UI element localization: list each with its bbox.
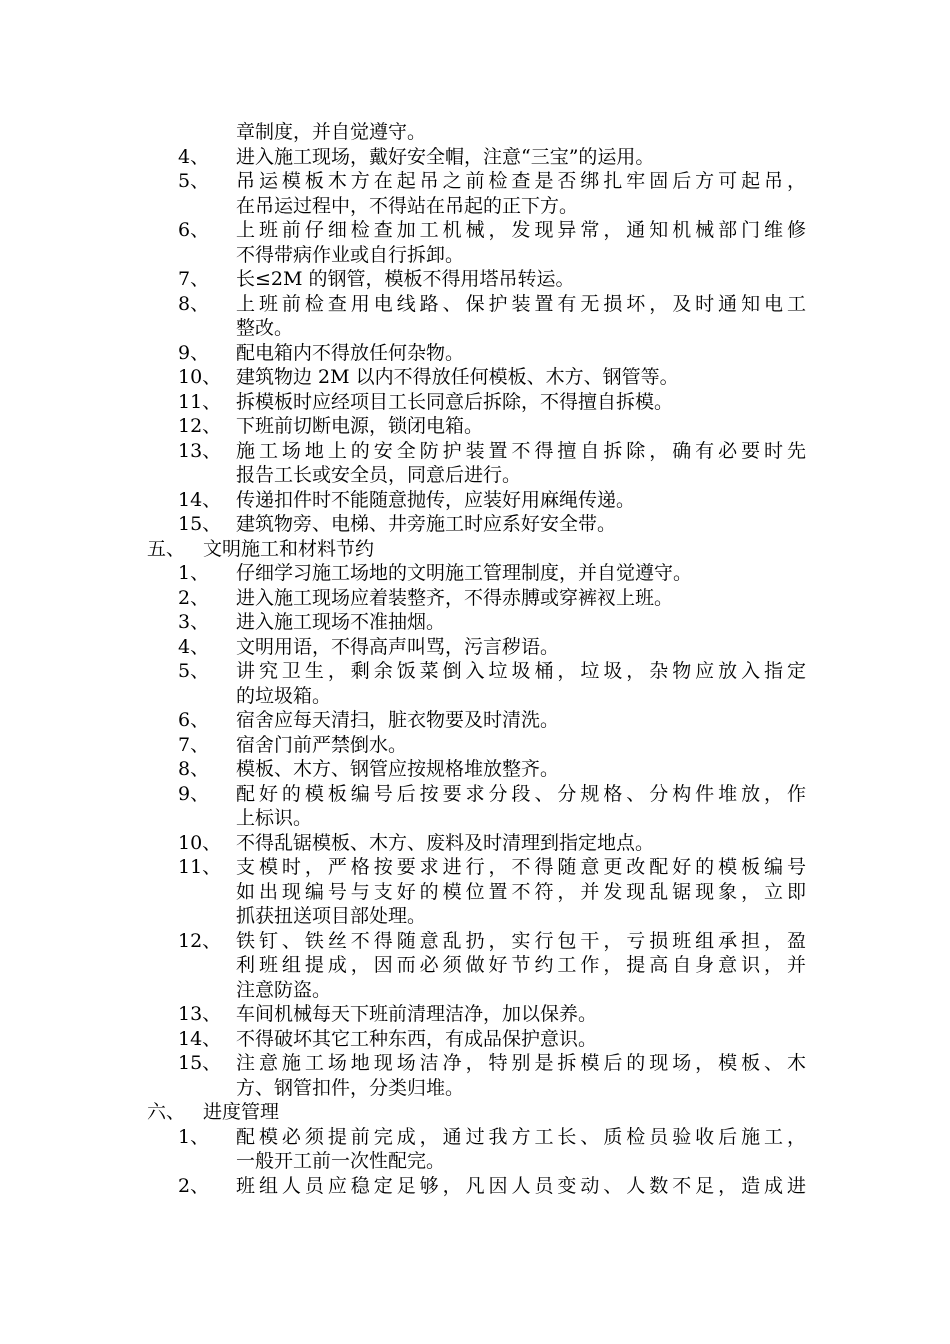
list-item-text: 吊运模板木方在起吊之前检查是否绑扎牢固后方可起吊，: [236, 170, 806, 192]
list-item-line: [0, 757, 950, 782]
list-item-line: [0, 561, 950, 586]
list-item-number: 8、: [178, 758, 210, 780]
section-number: 六、: [147, 1101, 186, 1123]
list-item-number: 15、: [178, 1052, 222, 1074]
list-item-line: [0, 145, 950, 170]
list-item-text: 一般开工前一次性配完。: [236, 1150, 446, 1172]
list-item-number: 7、: [178, 733, 210, 756]
list-item-line: [0, 512, 950, 537]
list-item-text: 模板、木方、钢管应按规格堆放整齐。: [236, 758, 560, 780]
list-item-line: [0, 708, 950, 733]
list-item-number: 9、: [178, 782, 210, 805]
list-item-line: [0, 488, 950, 513]
list-item-text: 配好的模板编号后按要求分段、分规格、分构件堆放，作: [236, 782, 806, 805]
list-item-text: 宿舍门前严禁倒水。: [236, 733, 408, 756]
list-item-text: 支模时，严格按要求进行，不得随意更改配好的模板编号: [236, 856, 806, 878]
list-item-number: 2、: [178, 1174, 210, 1197]
list-item-text: 进入施工现场不准抽烟。: [236, 611, 446, 633]
list-item-text: 长≤2M 的钢管，模板不得用塔吊转运。: [236, 268, 575, 290]
list-item-number: 8、: [178, 292, 210, 315]
list-item-text: 上班前检查用电线路、保护装置有无损坏，及时通知电工: [236, 292, 806, 315]
list-item-text: 拆模板时应经项目工长同意后拆除，不得擅自拆模。: [236, 390, 674, 413]
list-item-line: [0, 439, 950, 464]
list-item-line: [0, 1002, 950, 1027]
list-item-line: [0, 586, 950, 611]
list-item-line: [0, 880, 950, 905]
list-item-number: 13、: [178, 439, 222, 462]
section-heading: [0, 537, 950, 562]
list-item-number: 14、: [178, 1027, 222, 1050]
list-item-line: [0, 1051, 950, 1076]
list-item-line: [0, 953, 950, 978]
list-item-line: [0, 929, 950, 954]
list-item-number: 11、: [178, 390, 222, 413]
list-item-text: 的垃圾箱。: [236, 684, 332, 707]
list-item-line: [0, 684, 950, 709]
list-item-line: [0, 292, 950, 317]
list-item-text: 讲究卫生，剩余饭菜倒入垃圾桶，垃圾，杂物应放入指定: [236, 660, 806, 682]
list-item-text: 报告工长或安全员，同意后进行。: [236, 464, 522, 486]
list-item-text: 不得乱锯模板、木方、废料及时清理到指定地点。: [236, 831, 655, 854]
list-item-number: 2、: [178, 586, 210, 609]
list-item-number: 12、: [178, 929, 222, 952]
list-item-text: 施工场地上的安全防护装置不得擅自拆除，确有必要时先: [236, 439, 806, 462]
list-item-line: [0, 1027, 950, 1052]
section-title: 文明施工和材料节约: [203, 537, 375, 560]
list-item-line: [0, 414, 950, 439]
list-item-line: [0, 390, 950, 415]
list-item-text: 进入施工现场，戴好安全帽，注意“三宝”的运用。: [236, 145, 655, 168]
list-item-text: 如出现编号与支好的模位置不符，并发现乱锯现象，立即: [236, 880, 806, 903]
list-item-line: [0, 1149, 950, 1174]
list-item-text: 铁钉、铁丝不得随意乱扔，实行包干，亏损班组承担，盈: [236, 929, 806, 952]
list-item-number: 10、: [178, 831, 222, 854]
list-item-number: 6、: [178, 709, 210, 731]
list-item-number: 3、: [178, 611, 210, 633]
list-item-text: 班组人员应稳定足够，凡因人员变动、人数不足，造成进: [236, 1174, 806, 1197]
list-item-line: [0, 365, 950, 390]
list-item-text: 下班前切断电源，锁闭电箱。: [236, 415, 484, 437]
list-item-line: [0, 782, 950, 807]
list-item-line: [0, 1125, 950, 1150]
list-item-number: 13、: [178, 1003, 222, 1025]
list-item-text: 整改。: [236, 317, 294, 339]
list-item-line: [0, 169, 950, 194]
list-item-text: 注意施工场地现场洁净，特别是拆模后的现场，模板、木: [236, 1052, 806, 1074]
list-item-line: [0, 218, 950, 243]
list-item-text: 不得带病作业或自行拆卸。: [236, 243, 465, 266]
list-item-text: 仔细学习施工场地的文明施工管理制度，并自觉遵守。: [236, 562, 693, 584]
list-item-line: [0, 978, 950, 1003]
list-item-number: 11、: [178, 856, 222, 878]
list-item-text: 建筑物边 2M 以内不得放任何模板、木方、钢管等。: [236, 366, 679, 388]
list-item-number: 14、: [178, 488, 222, 511]
list-item-line: [0, 194, 950, 219]
list-item-line: [0, 1174, 950, 1199]
list-item-text: 上标识。: [236, 807, 313, 829]
list-item-line: [0, 316, 950, 341]
list-item-line: [0, 806, 950, 831]
list-item-line: [0, 243, 950, 268]
list-item-line: [0, 831, 950, 856]
list-item-text: 建筑物旁、电梯、井旁施工时应系好安全带。: [236, 513, 617, 535]
list-item-number: 15、: [178, 513, 222, 535]
list-item-line: [0, 733, 950, 758]
list-item-number: 7、: [178, 268, 210, 290]
list-item-number: 9、: [178, 341, 210, 364]
list-item-line: [0, 120, 950, 145]
list-item-line: [0, 855, 950, 880]
list-item-line: [0, 341, 950, 366]
list-item-number: 5、: [178, 660, 210, 682]
list-item-number: 4、: [178, 145, 210, 168]
list-item-line: [0, 904, 950, 929]
section-title: 进度管理: [203, 1101, 280, 1123]
list-item-text: 上班前仔细检查加工机械，发现异常，通知机械部门维修: [236, 219, 806, 241]
list-item-number: 4、: [178, 635, 210, 658]
list-item-text: 文明用语，不得高声叫骂，污言秽语。: [236, 635, 560, 658]
list-item-text: 车间机械每天下班前清理洁净，加以保养。: [236, 1003, 598, 1025]
list-item-line: [0, 463, 950, 488]
list-item-text: 配模必须提前完成，通过我方工长、质检员验收后施工，: [236, 1125, 806, 1148]
list-item-line: [0, 659, 950, 684]
list-item-text: 宿舍应每天清扫，脏衣物要及时清洗。: [236, 709, 560, 731]
list-item-number: 5、: [178, 170, 210, 192]
list-item-text: 在吊运过程中，不得站在吊起的正下方。: [236, 194, 579, 217]
list-item-number: 1、: [178, 562, 210, 584]
list-item-line: [0, 635, 950, 660]
list-item-text: 注意防盗。: [236, 978, 332, 1001]
list-item-text: 进入施工现场应着装整齐，不得赤膊或穿裤衩上班。: [236, 586, 674, 609]
list-item-number: 6、: [178, 219, 210, 241]
list-item-line: [0, 1076, 950, 1101]
list-item-text: 利班组提成，因而必须做好节约工作，提高自身意识，并: [236, 954, 806, 976]
section-number: 五、: [147, 537, 186, 560]
list-item-text: 抓获扭送项目部处理。: [236, 905, 427, 927]
list-item-line: [0, 267, 950, 292]
list-item-text: 配电箱内不得放任何杂物。: [236, 341, 465, 364]
list-item-number: 10、: [178, 366, 222, 388]
list-item-line: [0, 610, 950, 635]
section-heading: [0, 1100, 950, 1125]
list-item-text: 章制度，并自觉遵守。: [236, 121, 427, 143]
list-item-text: 不得破坏其它工种东西，有成品保护意识。: [236, 1027, 598, 1050]
list-item-text: 方、钢管扣件，分类归堆。: [236, 1076, 465, 1099]
list-item-number: 12、: [178, 415, 222, 437]
list-item-number: 1、: [178, 1125, 210, 1148]
list-item-text: 传递扣件时不能随意抛传，应装好用麻绳传递。: [236, 488, 636, 511]
document-page: [0, 120, 950, 1198]
